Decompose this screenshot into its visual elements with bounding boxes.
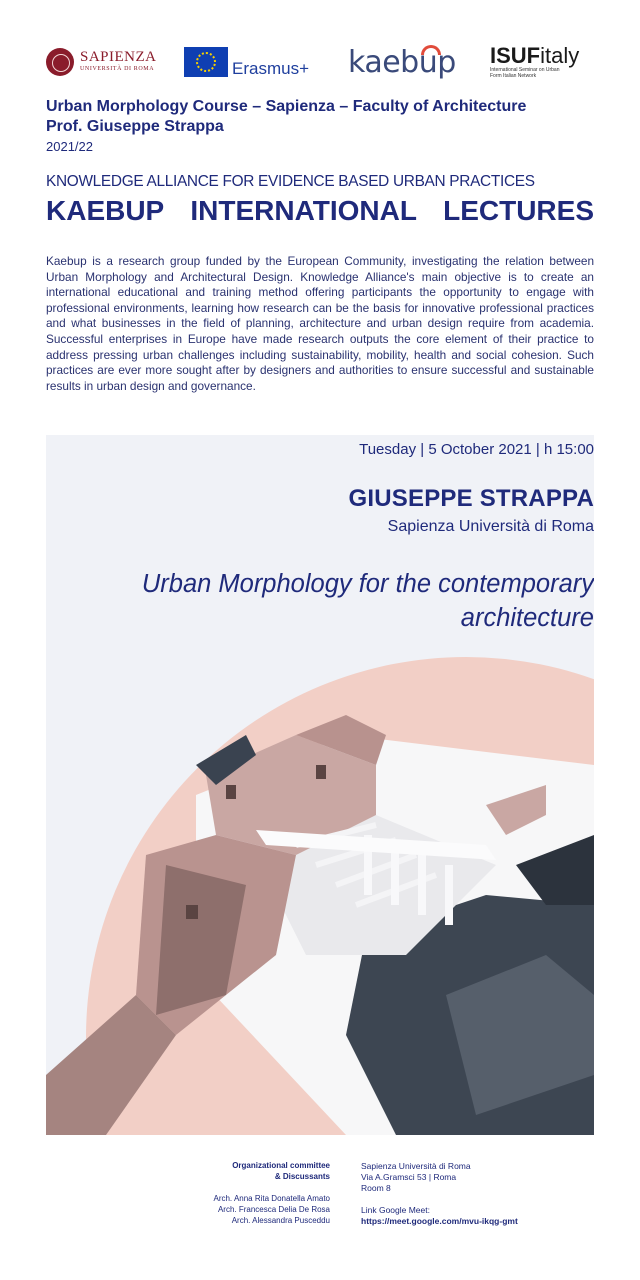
committee-member: Arch. Anna Rita Donatella Amato xyxy=(213,1194,330,1203)
logo-bar xyxy=(46,40,594,84)
course-professor: Prof. Giuseppe Strappa xyxy=(46,118,224,135)
committee-block xyxy=(150,1160,330,1226)
committee-member: Arch. Alessandra Pusceddu xyxy=(231,1216,330,1225)
course-year: 2021/22 xyxy=(46,139,93,154)
event-date: Tuesday | 5 October 2021 | h 15:00 xyxy=(359,441,594,458)
isuf-logo xyxy=(490,40,579,84)
sapienza-seal-icon xyxy=(46,48,74,76)
alliance-heading: KNOWLEDGE ALLIANCE FOR EVIDENCE BASED URBAN PRACTICES xyxy=(46,173,535,190)
sapienza-logo-sub: UNIVERSITÀ DI ROMA xyxy=(80,66,155,72)
meet-label: Link Google Meet: xyxy=(361,1205,430,1215)
intro-paragraph: Kaebup is a research group funded by the European Community, investigating the relation between Urban Morphology and Architectural Design. Knowledge Alliance's main objective is to create an international educational and training method offering participants the opportunity to engage with professional environments, learning how research can be the basis for innovative professional practices and what businesses in the field of planning, architecture and urban design require from academia. Successful enterprises in Europe have made research outputs the core element of their practice to address pressing urban challenges including sustainability, mobility, health and social cohesion. Such practices are ever more sought after by designers and authorities to ensure successful and sustainable results in urban design and governance. xyxy=(46,254,594,393)
lectures-word: INTERNATIONAL xyxy=(190,195,417,226)
venue-address: Via A.Gramsci 53 | Roma xyxy=(361,1172,457,1182)
kaebup-logo-name: kaebup xyxy=(348,44,456,80)
venue-name: Sapienza Università di Roma xyxy=(361,1161,471,1171)
talk-title: Urban Morphology for the contemporary architecture xyxy=(141,570,594,632)
isuf-logo-sub: International Seminar on Urban Form Italian Network xyxy=(490,67,560,79)
speaker-name: GIUSEPPE STRAPPA xyxy=(348,485,594,512)
eu-flag-icon xyxy=(184,47,228,77)
lectures-word: LECTURES xyxy=(443,195,594,226)
speaker-affiliation: Sapienza Università di Roma xyxy=(387,518,594,535)
event-panel xyxy=(46,435,594,1135)
sapienza-logo xyxy=(46,40,157,84)
venue-block xyxy=(361,1161,601,1227)
isuf-logo-name: ISUFitaly xyxy=(490,43,580,68)
committee-heading-2: & Discussants xyxy=(274,1172,330,1181)
kaebup-logo xyxy=(348,40,456,84)
committee-heading: Organizational committee xyxy=(232,1161,330,1170)
course-title: Urban Morphology Course – Sapienza – Faculty of Architecture xyxy=(46,98,527,115)
lectures-heading xyxy=(46,194,594,228)
erasmus-logo xyxy=(184,40,309,84)
meet-link[interactable]: https://meet.google.com/mvu-ikqg-gmt xyxy=(361,1216,518,1226)
erasmus-logo-name: Erasmus+ xyxy=(232,59,309,78)
venue-room: Room 8 xyxy=(361,1183,391,1193)
architecture-model-image xyxy=(46,435,594,1135)
committee-member: Arch. Francesca Delia De Rosa xyxy=(217,1205,330,1214)
sapienza-logo-name: SAPIENZA xyxy=(80,49,157,65)
lectures-word: KAEBUP xyxy=(46,195,165,226)
